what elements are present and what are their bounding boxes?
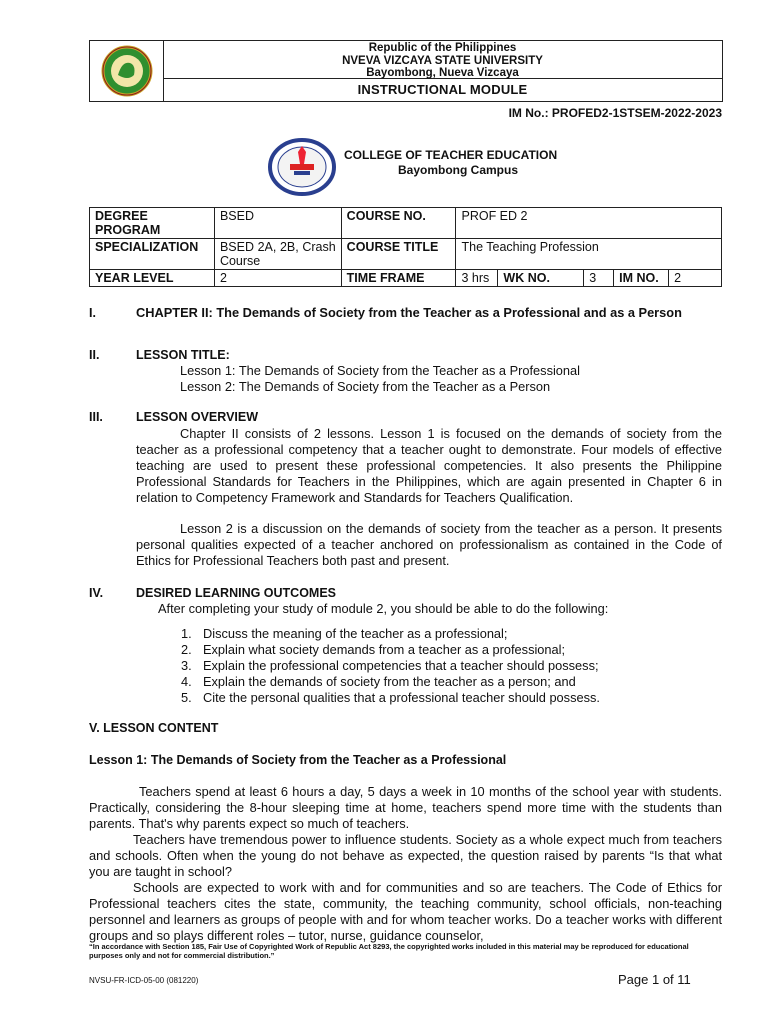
header-box xyxy=(89,40,723,102)
section-3-title: LESSON OVERVIEW xyxy=(136,410,259,424)
outcome-text: Explain the professional competencies that a teacher should possess; xyxy=(203,658,599,673)
content-paragraph-1: Teachers spend at least 6 hours a day, 5 days a week in 10 months of the school year with students. Practically, considering the 8-hour sleeping time at home, teachers spend more time with the students than parents. That's why parents expect so much of teachers. xyxy=(89,784,722,831)
outcome-number: 2. xyxy=(181,642,192,657)
outcome-text: Explain the demands of society from the teacher as a person; and xyxy=(203,674,576,689)
college-seal xyxy=(268,138,336,199)
degree-value: BSED xyxy=(214,208,341,239)
university-location: Bayombong, Nueva Vizcaya xyxy=(366,67,519,79)
content-paragraph-3: Schools are expected to work with and for communities and so are teachers. The Code of Ethics for Professional teachers cites the state, community, the teaching community, school officials, non-teaching personnel and learners as groups of people with and for whom teacher works. Do a teacher works with different groups and so plays different roles – tutor, nurse, guidance counselor, xyxy=(89,880,722,943)
university-seal xyxy=(90,41,164,101)
university-name: NVEVA VIZCAYA STATE UNIVERSITY xyxy=(342,54,543,67)
college-campus: Bayombong Campus xyxy=(398,163,519,177)
im-number: IM No.: PROFED2-1STSEM-2022-2023 xyxy=(508,106,722,120)
course-no-label: COURSE NO. xyxy=(341,208,456,239)
republic-text: Republic of the Philippines xyxy=(368,42,517,54)
section-5-title: V. LESSON CONTENT xyxy=(89,721,219,735)
overview-paragraph-1: Chapter II consists of 2 lessons. Lesson 1 is focused on the demands of society from the teacher as a professional competency that a teacher ought to demonstrate. Four models of effective teaching are used to present these professional competencies. It also presents the Philippine Professional Standards for Teachers in the Philippines, which are again presented in Chapter 6 in relation to Competency Framework and Standards for Teachers Qualification. xyxy=(136,426,722,505)
year-level-label: YEAR LEVEL xyxy=(90,270,215,287)
table-row xyxy=(90,239,722,270)
outcome-text: Discuss the meaning of the teacher as a professional; xyxy=(203,626,508,641)
section-3-number: III. xyxy=(89,410,103,424)
copyright-footnote: “In accordance with Section 185, Fair Use of Copyrighted Work of Republic Act 8293, the copyrighted works included in this material may be reproduced for educational purposes only and not for commercial distribution.” xyxy=(89,942,689,960)
section-4-title: DESIRED LEARNING OUTCOMES xyxy=(136,586,337,600)
college-seal-icon xyxy=(268,138,336,196)
section-1-number: I. xyxy=(89,306,96,320)
section-2-title: LESSON TITLE: xyxy=(136,348,230,362)
outcomes-intro: After completing your study of module 2, you should be able to do the following: xyxy=(158,601,609,616)
course-title-label: COURSE TITLE xyxy=(341,239,456,270)
section-4-number: IV. xyxy=(89,586,104,600)
week-no-value: 3 xyxy=(584,270,614,287)
specialization-value: BSED 2A, 2B, Crash Course xyxy=(214,239,341,270)
week-no-label: WK NO. xyxy=(498,270,584,287)
table-row xyxy=(90,270,722,287)
specialization-label: SPECIALIZATION xyxy=(90,239,215,270)
section-2-number: II. xyxy=(89,348,100,362)
lesson-1-heading: Lesson 1: The Demands of Society from the Teacher as a Professional xyxy=(89,753,507,767)
list-item xyxy=(181,658,600,674)
university-seal-icon xyxy=(96,45,158,97)
outcome-text: Cite the personal qualities that a professional teacher should possess. xyxy=(203,690,600,705)
course-info-table xyxy=(89,207,722,287)
university-heading xyxy=(163,41,722,79)
time-frame-value: 3 hrs xyxy=(456,270,498,287)
degree-label: DEGREE PROGRAM xyxy=(90,208,215,239)
outcome-number: 5. xyxy=(181,690,192,705)
im-no-label: IM NO. xyxy=(614,270,669,287)
time-frame-label: TIME FRAME xyxy=(341,270,456,287)
outcome-number: 3. xyxy=(181,658,192,673)
section-1-title: CHAPTER II: The Demands of Society from the Teacher as a Professional and as a Person xyxy=(136,305,682,320)
outcomes-list xyxy=(181,626,600,706)
page-number: Page 1 of 11 xyxy=(618,972,691,987)
outcome-text: Explain what society demands from a teacher as a professional; xyxy=(203,642,566,657)
lesson-1-title: Lesson 1: The Demands of Society from the Teacher as a Professional xyxy=(180,363,581,378)
table-row xyxy=(90,208,722,239)
outcome-number: 1. xyxy=(181,626,192,641)
overview-paragraph-2: Lesson 2 is a discussion on the demands of society from the teacher as a person. It presents personal qualities expected of a teacher anchored on professionalism as contained in the Code of Ethics for Professional Teachers both past and present. xyxy=(136,521,722,568)
outcome-number: 4. xyxy=(181,674,192,689)
im-no-value: 2 xyxy=(669,270,722,287)
list-item xyxy=(181,626,600,642)
course-title-value: The Teaching Profession xyxy=(456,239,722,270)
college-heading xyxy=(344,148,594,178)
module-title: INSTRUCTIONAL MODULE xyxy=(357,82,528,97)
list-item xyxy=(181,690,600,706)
course-no-value: PROF ED 2 xyxy=(456,208,722,239)
content-paragraph-2: Teachers have tremendous power to influence students. Society as a whole expect much from teachers and schools. Often when the young do not behave as expected, the question raised by parents “Is that what you are taught in school? xyxy=(89,832,722,879)
college-name: COLLEGE OF TEACHER EDUCATION xyxy=(344,148,558,162)
year-level-value: 2 xyxy=(214,270,341,287)
lesson-2-title: Lesson 2: The Demands of Society from the Teacher as a Person xyxy=(180,379,551,394)
list-item xyxy=(181,642,600,658)
form-code: NVSU-FR-ICD-05-00 (081220) xyxy=(89,976,199,985)
list-item xyxy=(181,674,600,690)
